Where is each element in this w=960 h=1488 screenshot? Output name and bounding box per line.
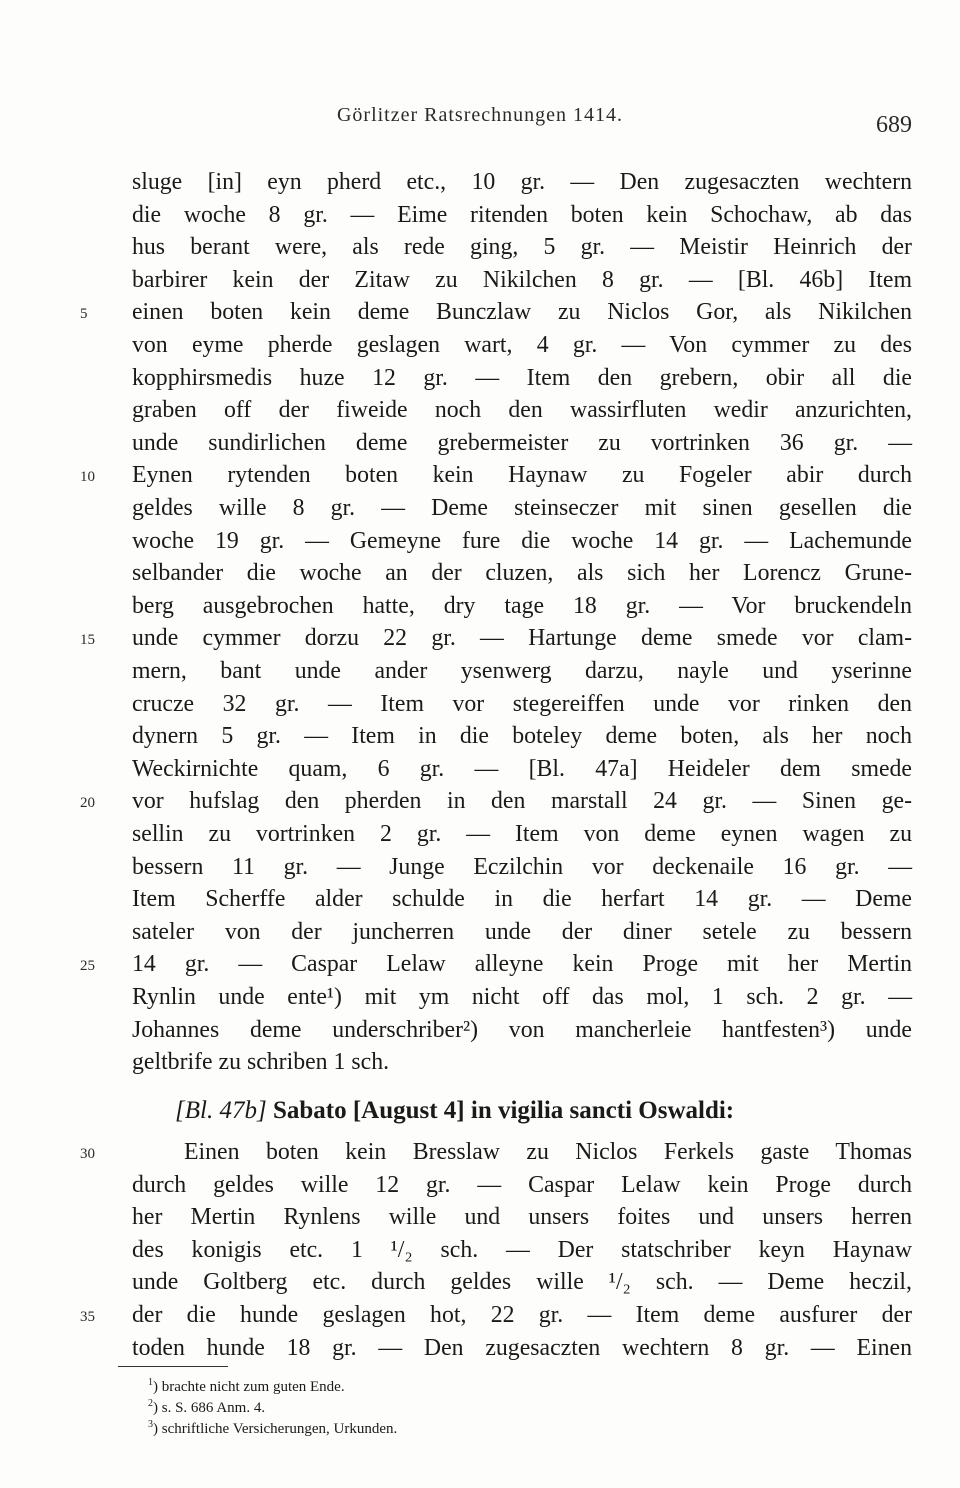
text-line: dynern 5 gr. — Item in die boteley deme boten, als her noch <box>132 723 912 750</box>
line-number: 20 <box>80 795 95 812</box>
text-line: sellin zu vortrinken 2 gr. — Item von deme eynen wagen zu <box>132 821 912 847</box>
line-number: 35 <box>80 1309 95 1325</box>
section-heading <box>175 1094 734 1127</box>
text-line: barbirer kein der Zitaw zu Nikilchen 8 gr. — [Bl. 46b] Item <box>132 266 912 293</box>
text-line: graben off der fiweide noch den wassirfluten wedir anzurichten, <box>132 397 912 424</box>
text-line: sateler von der juncherren unde der diner setele zu bessern <box>132 918 912 945</box>
text-line: die woche 8 gr. — Eime ritenden boten kein Schochaw, ab das <box>132 201 912 228</box>
footnote-mark: 3 <box>148 1419 153 1430</box>
footnote-text: ) brachte nicht zum guten Ende. <box>153 1379 345 1395</box>
text-line: Rynlin unde ente¹) mit ym nicht off das mol, 1 sch. 2 gr. — <box>132 984 912 1010</box>
text-line: der die hunde geslagen hot, 22 gr. — Item deme ausfurer der <box>132 1302 912 1328</box>
text-line: her Mertin Rynlens wille und unsers foites und unsers herren <box>132 1204 912 1231</box>
text-line: kopphirsmedis huze 12 gr. — Item den grebern, obir all die <box>132 364 912 391</box>
text-line: des konigis etc. 1 ¹/₂ sch. — Der statschriber keyn Haynaw <box>132 1236 912 1263</box>
footnote-text: ) s. S. 686 Anm. 4. <box>153 1400 266 1416</box>
section-title: Sabato [August 4] in vigilia sancti Oswaldi: <box>272 1097 735 1124</box>
text-line: durch geldes wille 12 gr. — Caspar Lelaw kein Proge durch <box>132 1171 912 1198</box>
line-number: 10 <box>80 469 95 486</box>
text-line: Johannes deme underschriber²) von mancherleie hantfesten³) unde <box>132 1016 912 1043</box>
text-line: geltbrife zu schriben 1 sch. <box>132 1049 390 1076</box>
footnote-rule <box>118 1366 228 1367</box>
text-line: von eyme pherde geslagen wart, 4 gr. — Von cymmer zu des <box>132 332 912 358</box>
footnote-text: ) schriftliche Versicherungen, Urkunden. <box>153 1421 398 1437</box>
line-number: 25 <box>80 958 95 975</box>
text-line: Einen boten kein Bresslaw zu Niclos Ferkels gaste Thomas <box>184 1139 912 1165</box>
text-line: mern, bant unde ander ysenwerg darzu, nayle und yserinne <box>132 658 912 684</box>
text-line: Weckirnichte quam, 6 gr. — [Bl. 47a] Heideler dem smede <box>132 755 912 782</box>
text-line: unde sundirlichen deme grebermeister zu vortrinken 36 gr. — <box>132 429 912 456</box>
text-line: Item Scherffe alder schulde in die herfart 14 gr. — Deme <box>132 886 912 913</box>
page-number: 689 <box>876 112 912 138</box>
footnote <box>148 1414 397 1440</box>
text-line: hus berant were, als rede ging, 5 gr. — Meistir Heinrich der <box>132 234 912 261</box>
text-line: berg ausgebrochen hatte, dry tage 18 gr. — Vor bruckendeln <box>132 592 912 619</box>
text-line: vor hufslag den pherden in den marstall 24 gr. — Sinen ge- <box>132 788 912 815</box>
text-line: toden hunde 18 gr. — Den zugesaczten wechtern 8 gr. — Einen <box>132 1334 912 1361</box>
line-number: 30 <box>80 1146 95 1162</box>
text-line: crucze 32 gr. — Item vor stegereiffen unde vor rinken den <box>132 690 912 717</box>
footnote-mark: 1 <box>148 1377 153 1388</box>
text-line: geldes wille 8 gr. — Deme steinseczer mit sinen gesellen die <box>132 495 912 521</box>
text-line: woche 19 gr. — Gemeyne fure die woche 14 gr. — Lachemunde <box>132 527 912 554</box>
running-header: Görlitzer Ratsrechnungen 1414. <box>336 104 624 126</box>
text-line: 14 gr. — Caspar Lelaw alleyne kein Proge mit her Mertin <box>132 951 912 978</box>
text-line: sluge [in] eyn pherd etc., 10 gr. — Den zugesaczten wechtern <box>132 169 912 195</box>
text-line: Eynen rytenden boten kein Haynaw zu Fogeler abir durch <box>132 462 912 489</box>
text-line: bessern 11 gr. — Junge Eczilchin vor deckenaile 16 gr. — <box>132 853 912 880</box>
footnote-mark: 2 <box>148 1398 153 1409</box>
line-number: 5 <box>80 306 88 323</box>
text-line: einen boten kein deme Bunczlaw zu Niclos Gor, als Nikilchen <box>132 299 912 326</box>
folio-reference: [Bl. 47b] <box>175 1097 267 1124</box>
text-line: selbander die woche an der cluzen, als sich her Lorencz Grune- <box>132 560 912 587</box>
line-number: 15 <box>80 632 95 649</box>
text-line: unde cymmer dorzu 22 gr. — Hartunge deme smede vor clam- <box>132 625 912 652</box>
text-line: unde Goltberg etc. durch geldes wille ¹/₂ sch. — Deme heczil, <box>132 1269 912 1296</box>
